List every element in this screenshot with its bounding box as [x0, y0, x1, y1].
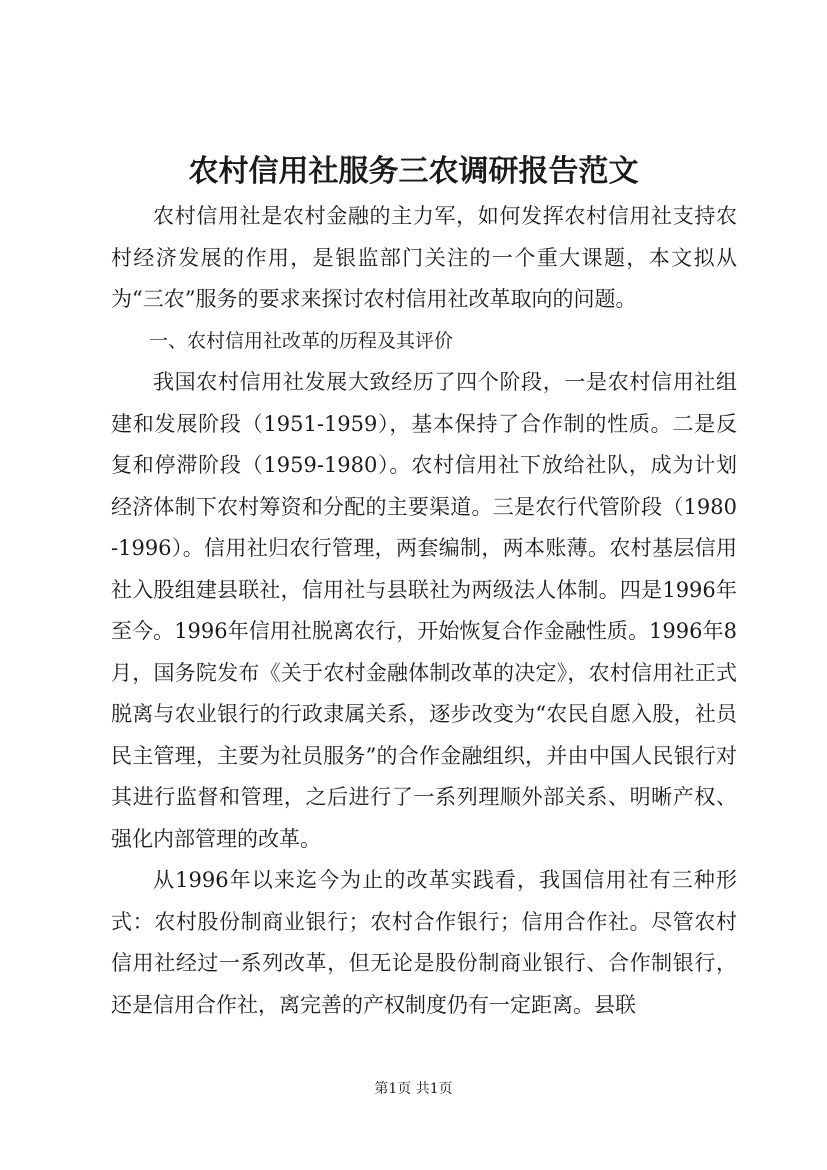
- paragraph-intro: 农村信用社是农村金融的主力军，如何发挥农村信用社支持农村经济发展的作用，是银监部门关注的一个重大课题，本文拟从为“三农”服务的要求来探讨农村信用社改革取向的问题。: [111, 204, 737, 311]
- page-footer: 第1页 共1页: [374, 1081, 453, 1097]
- document-body: [111, 196, 737, 1026]
- paragraph-forms: 从1996年以来迄今为止的改革实践看，我国信用社有三种形式：农村股份制商业银行；农村合作银行；信用合作社。尽管农村信用社经过一系列改革，但无论是股份制商业银行、合作制银行，还是信用合作社，离完善的产权制度仍有一定距离。县联: [111, 868, 737, 1017]
- document-title: 农村信用社服务三农调研报告范文: [188, 154, 639, 189]
- paragraph-history: 我国农村信用社发展大致经历了四个阶段，一是农村信用社组建和发展阶段（1951-1959），基本保持了合作制的性质。二是反复和停滞阶段（1959-1980）。农村信用社下放给社队，成为计划经济体制下农村筹资和分配的主要渠道。三是农行代管阶段（1980-1996）。信用社归农行管理，两套编制，两本账薄。农村基层信用社入股组建县联社，信用社与县联社为两级法人体制。四是1996年至今。1996年信用社脱离农行，开始恢复合作金融性质。1996年8月，国务院发布《关于农村金融体制改革的决定》，农村信用社正式脱离与农业银行的行政隶属关系，逐步改变为“农民自愿入股，社员民主管理，主要为社员服务”的合作金融组织，并由中国人民银行对其进行监督和管理，之后进行了一系列理顺外部关系、明晰产权、强化内部管理的改革。: [111, 370, 737, 851]
- section-heading: 一、农村信用社改革的历程及其评价: [149, 329, 454, 352]
